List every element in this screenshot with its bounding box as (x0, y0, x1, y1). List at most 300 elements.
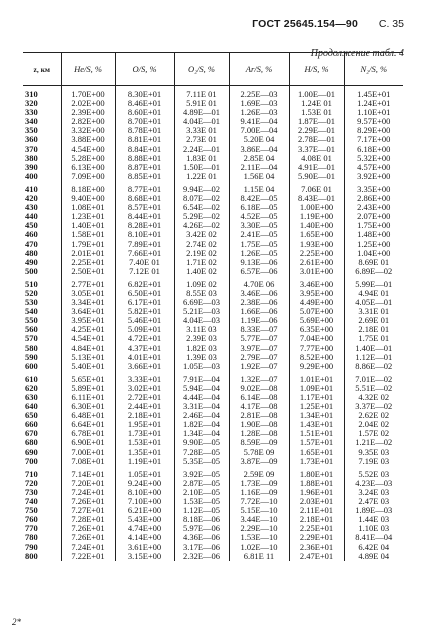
value-cell: 2.18E 01 (344, 325, 403, 334)
value-cell: 5.21E—03 (174, 307, 229, 316)
value-cell: 1.96E+01 (289, 488, 344, 497)
value-cell: 1.15E 04 (229, 185, 289, 194)
value-cell: 5.40E+01 (61, 362, 115, 371)
table-row (23, 280, 403, 289)
value-cell: 2.32E—06 (174, 552, 229, 561)
table-row (23, 470, 403, 479)
table-row (23, 479, 403, 488)
value-cell: 2.04E 02 (344, 420, 403, 429)
value-cell: 1.87E—01 (289, 117, 344, 126)
value-cell: 1.80E+01 (289, 470, 344, 479)
column-header: O₂/S, % (174, 53, 229, 86)
value-cell: 9.24E+00 (115, 479, 174, 488)
altitude-cell: 800 (25, 551, 38, 561)
value-cell: 1.40E+00 (289, 221, 344, 230)
value-cell: 6.82E+01 (115, 280, 174, 289)
value-cell: 8.86E—02 (344, 362, 403, 371)
value-cell: 3.37E—01 (289, 145, 344, 154)
value-cell: 2.59E 09 (229, 470, 289, 479)
value-cell: 3.92E+00 (344, 172, 403, 181)
table-row (23, 172, 403, 181)
table-row (23, 438, 403, 447)
value-cell: 3.97E—07 (229, 344, 289, 353)
value-cell: 7.24E+01 (61, 488, 115, 497)
value-cell: 4.54E+01 (61, 334, 115, 343)
value-cell: 2.01E+01 (61, 249, 115, 258)
table-row (23, 221, 403, 230)
value-cell: 5.28E+00 (61, 154, 115, 163)
altitude-cell: 540 (25, 307, 38, 317)
value-cell: 1.34E+01 (289, 411, 344, 420)
value-cell: 1.34E—04 (174, 429, 229, 438)
table-row (23, 258, 403, 267)
value-cell: 1.26E—03 (229, 108, 289, 117)
altitude-cell: 760 (25, 515, 38, 525)
value-cell: 4.32E 02 (344, 393, 403, 402)
value-cell: 9.57E+00 (344, 117, 403, 126)
altitude-cell: 700 (25, 456, 38, 466)
value-cell: 1.65E+00 (289, 230, 344, 239)
table-body (23, 86, 403, 561)
value-cell: 2.29E—10 (229, 524, 289, 533)
value-cell: 1.95E+01 (115, 420, 174, 429)
value-cell: 2.69E 01 (344, 316, 403, 325)
altitude-cell: 390 (25, 162, 38, 172)
value-cell: 2.07E+00 (344, 212, 403, 221)
altitude-cell: 430 (25, 203, 38, 213)
value-cell: 8.68E+01 (115, 194, 174, 203)
value-cell: 2.62E 02 (344, 411, 403, 420)
value-cell: 2.79E—07 (229, 353, 289, 362)
table-row (23, 194, 403, 203)
value-cell: 8.33E—07 (229, 325, 289, 334)
value-cell: 1.82E 03 (174, 344, 229, 353)
value-cell: 9.02E—08 (229, 384, 289, 393)
value-cell: 2.47E 03 (344, 497, 403, 506)
value-cell: 8.46E+01 (115, 99, 174, 108)
value-cell: 2.29E+01 (289, 533, 344, 542)
table-row (23, 420, 403, 429)
value-cell: 7.26E+01 (61, 533, 115, 542)
value-cell: 7.27E+01 (61, 506, 115, 515)
altitude-cell: 600 (25, 361, 38, 371)
value-cell: 6.11E+01 (61, 393, 115, 402)
column-header: z, км (23, 53, 61, 86)
altitude-cell: 650 (25, 411, 38, 421)
value-cell: 1.19E—06 (229, 316, 289, 325)
table-row (23, 515, 403, 524)
value-cell: 8.88E+01 (115, 154, 174, 163)
value-cell: 7.12E 01 (115, 267, 174, 276)
table-row (23, 448, 403, 457)
value-cell: 1.40E—01 (344, 344, 403, 353)
value-cell: 7.00E+01 (61, 448, 115, 457)
value-cell: 1.75E 01 (344, 334, 403, 343)
value-cell: 2.03E+01 (289, 497, 344, 506)
footer-page-mark: 2* (12, 617, 21, 627)
value-cell: 2.86E+00 (344, 194, 403, 203)
value-cell: 1.73E+01 (289, 457, 344, 466)
value-cell: 5.35E—05 (174, 457, 229, 466)
value-cell: 7.40E 01 (115, 258, 174, 267)
value-cell: 1.19E+00 (289, 212, 344, 221)
value-cell: 8.10E+00 (115, 488, 174, 497)
value-cell: 4.44E—04 (174, 393, 229, 402)
value-cell: 6.50E+01 (115, 289, 174, 298)
value-cell: 9.94E—02 (174, 185, 229, 194)
value-cell: 3.37E—02 (344, 402, 403, 411)
value-cell: 4.57E+00 (344, 163, 403, 172)
column-header: He/S, % (61, 53, 115, 86)
value-cell: 8.81E+01 (115, 135, 174, 144)
value-cell: 3.44E—10 (229, 515, 289, 524)
value-cell: 1.40E 02 (174, 267, 229, 276)
value-cell: 8.84E+01 (115, 145, 174, 154)
value-cell: 9.35E 03 (344, 448, 403, 457)
value-cell: 8.18E—06 (174, 515, 229, 524)
value-cell: 5.32E+00 (344, 154, 403, 163)
value-cell: 3.42E 02 (174, 230, 229, 239)
value-cell: 8.44E+01 (115, 212, 174, 221)
value-cell: 3.11E 03 (174, 325, 229, 334)
value-cell: 2.78E—01 (289, 135, 344, 144)
value-cell: 1.48E+00 (344, 230, 403, 239)
value-cell: 7.66E+01 (115, 249, 174, 258)
value-cell: 4.14E+00 (115, 533, 174, 542)
value-cell: 4.72E+01 (115, 334, 174, 343)
altitude-cell: 580 (25, 343, 38, 353)
value-cell: 3.02E+01 (115, 384, 174, 393)
value-cell: 2.39E 03 (174, 334, 229, 343)
value-cell: 7.89E+01 (115, 240, 174, 249)
value-cell: 2.61E+00 (289, 258, 344, 267)
value-cell: 3.33E 01 (174, 126, 229, 135)
value-cell: 5.13E+01 (61, 353, 115, 362)
value-cell: 6.18E—05 (229, 203, 289, 212)
value-cell: 7.28E+01 (61, 515, 115, 524)
table-row (23, 298, 403, 307)
value-cell: 1.00E+00 (289, 203, 344, 212)
value-cell: 1.82E—04 (174, 420, 229, 429)
value-cell: 4.25E+01 (61, 325, 115, 334)
value-cell: 7.77E+00 (289, 344, 344, 353)
value-cell: 7.24E+01 (61, 543, 115, 552)
value-cell: 2.41E—05 (229, 230, 289, 239)
value-cell: 4.04E—01 (174, 117, 229, 126)
value-cell: 3.46E+00 (289, 280, 344, 289)
value-cell: 8.28E+01 (115, 221, 174, 230)
value-cell: 2.02E+00 (61, 99, 115, 108)
value-cell: 3.01E+00 (289, 267, 344, 276)
value-cell: 2.25E+01 (61, 258, 115, 267)
value-cell: 7.20E+01 (61, 479, 115, 488)
value-cell: 2.25E+01 (289, 524, 344, 533)
table-header-row (23, 53, 403, 86)
table-row (23, 289, 403, 298)
value-cell: 4.05E—01 (344, 298, 403, 307)
value-cell: 7.01E—02 (344, 375, 403, 384)
value-cell: 1.24E 01 (289, 99, 344, 108)
value-cell: 5.89E+01 (61, 384, 115, 393)
altitude-cell: 470 (25, 239, 38, 249)
value-cell: 3.61E+00 (115, 543, 174, 552)
value-cell: 7.11E 01 (174, 90, 229, 99)
table-row (23, 429, 403, 438)
altitude-cell: 770 (25, 524, 38, 534)
value-cell: 5.94E—04 (174, 384, 229, 393)
value-cell: 5.43E+00 (115, 515, 174, 524)
value-cell: 1.40E+01 (61, 221, 115, 230)
value-cell: 2.10E—05 (174, 488, 229, 497)
value-cell: 1.88E+01 (289, 479, 344, 488)
value-cell: 3.95E+01 (61, 316, 115, 325)
value-cell: 4.94E 01 (344, 289, 403, 298)
value-cell: 1.02E—10 (229, 543, 289, 552)
value-cell: 1.09E+01 (289, 384, 344, 393)
value-cell: 3.46E—06 (229, 289, 289, 298)
column-header: H/S, % (289, 53, 344, 86)
value-cell: 1.71E 02 (174, 258, 229, 267)
value-cell: 5.90E—01 (289, 172, 344, 181)
altitude-cell: 400 (25, 171, 38, 181)
value-cell: 6.90E+01 (61, 438, 115, 447)
altitude-cell: 340 (25, 117, 38, 127)
value-cell: 3.17E—06 (174, 543, 229, 552)
value-cell: 7.26E+01 (61, 524, 115, 533)
value-cell: 7.28E—05 (174, 448, 229, 457)
value-cell: 6.57E—06 (229, 267, 289, 276)
table-row (23, 135, 403, 144)
value-cell: 7.17E+00 (344, 135, 403, 144)
table-row (23, 99, 403, 108)
altitude-cell: 790 (25, 542, 38, 552)
column-header: N₂/S, % (344, 53, 403, 86)
value-cell: 1.26E—05 (229, 249, 289, 258)
value-cell: 4.70E 06 (229, 280, 289, 289)
value-cell: 6.30E+01 (61, 402, 115, 411)
value-cell: 4.01E+01 (115, 353, 174, 362)
value-cell: 3.86E—04 (229, 145, 289, 154)
value-cell: 7.04E+00 (289, 334, 344, 343)
altitude-cell: 570 (25, 334, 38, 344)
altitude-cell: 750 (25, 506, 38, 516)
table-row (23, 267, 403, 276)
value-cell: 4.89E—01 (174, 108, 229, 117)
table-row (23, 145, 403, 154)
altitude-cell: 680 (25, 438, 38, 448)
table-row (23, 552, 403, 561)
value-cell: 3.31E 01 (344, 307, 403, 316)
value-cell: 6.48E+01 (61, 411, 115, 420)
value-cell: 2.25E—03 (229, 90, 289, 99)
value-cell: 3.15E+00 (115, 552, 174, 561)
value-cell: 2.18E+01 (115, 411, 174, 420)
value-cell: 5.07E+00 (289, 307, 344, 316)
altitude-cell: 490 (25, 257, 38, 267)
value-cell: 1.57E 02 (344, 429, 403, 438)
value-cell: 1.21E—02 (344, 438, 403, 447)
value-cell: 1.65E+01 (289, 448, 344, 457)
value-cell: 3.34E+01 (61, 298, 115, 307)
table-row (23, 117, 403, 126)
table-row (23, 353, 403, 362)
value-cell: 5.20E 04 (229, 135, 289, 144)
value-cell: 1.70E+00 (61, 90, 115, 99)
value-cell: 5.97E—06 (174, 524, 229, 533)
table-row (23, 316, 403, 325)
value-cell: 1.51E+01 (289, 429, 344, 438)
value-cell: 2.11E+01 (289, 506, 344, 515)
table-row (23, 506, 403, 515)
value-cell: 1.16E—09 (229, 488, 289, 497)
value-cell: 8.77E+01 (115, 185, 174, 194)
altitude-cell: 590 (25, 352, 38, 362)
value-cell: 7.26E+01 (61, 497, 115, 506)
value-cell: 6.14E—08 (229, 393, 289, 402)
altitude-cell: 640 (25, 402, 38, 412)
value-cell: 3.64E+01 (61, 307, 115, 316)
value-cell: 3.35E+00 (344, 185, 403, 194)
value-cell: 4.23E—03 (344, 479, 403, 488)
value-cell: 1.17E+01 (289, 393, 344, 402)
value-cell: 2.50E+01 (61, 267, 115, 276)
value-cell: 9.29E+00 (289, 362, 344, 371)
value-cell: 2.77E+01 (61, 280, 115, 289)
value-cell: 6.18E+00 (344, 145, 403, 154)
value-cell: 8.69E 01 (344, 258, 403, 267)
column-header: O/S, % (115, 53, 174, 86)
value-cell: 1.00E—01 (289, 90, 344, 99)
value-cell: 1.23E+01 (61, 212, 115, 221)
value-cell: 2.74E 02 (174, 240, 229, 249)
value-cell: 2.38E—06 (229, 298, 289, 307)
value-cell: 7.09E+00 (61, 172, 115, 181)
value-cell: 6.64E+01 (61, 420, 115, 429)
value-cell: 1.01E+01 (289, 375, 344, 384)
value-cell: 6.54E—02 (174, 203, 229, 212)
value-cell: 7.00E—04 (229, 126, 289, 135)
value-cell: 5.46E+01 (115, 316, 174, 325)
value-cell: 5.52E 03 (344, 470, 403, 479)
table-continuation-caption: Продолжение табл. 4 (310, 48, 404, 59)
value-cell: 1.93E+00 (289, 240, 344, 249)
table-row (23, 325, 403, 334)
value-cell: 1.45E+01 (344, 90, 403, 99)
value-cell: 2.11E—04 (229, 163, 289, 172)
standard-number: ГОСТ 25645.154—90 (252, 18, 358, 30)
altitude-cell: 320 (25, 99, 38, 109)
table-row (23, 497, 403, 506)
altitude-cell: 500 (25, 266, 38, 276)
table-row (23, 533, 403, 542)
altitude-cell: 720 (25, 478, 38, 488)
value-cell: 2.85E 04 (229, 154, 289, 163)
table-row (23, 457, 403, 466)
table-row (23, 203, 403, 212)
value-cell: 1.79E+01 (61, 240, 115, 249)
altitude-cell: 710 (25, 469, 38, 479)
value-cell: 6.42E 04 (344, 543, 403, 552)
value-cell: 2.43E+00 (344, 203, 403, 212)
value-cell: 2.18E+01 (289, 515, 344, 524)
value-cell: 1.35E+01 (115, 448, 174, 457)
value-cell: 2.72E+01 (115, 393, 174, 402)
altitude-cell: 410 (25, 184, 38, 194)
value-cell: 5.78E 09 (229, 448, 289, 457)
value-cell: 9.90E—05 (174, 438, 229, 447)
value-cell: 4.52E—05 (229, 212, 289, 221)
value-cell: 1.53E—10 (229, 533, 289, 542)
column-header: Ar/S, % (229, 53, 289, 86)
value-cell: 3.24E 03 (344, 488, 403, 497)
table-row (23, 344, 403, 353)
value-cell: 1.90E—08 (229, 420, 289, 429)
value-cell: 3.95E+00 (289, 289, 344, 298)
altitude-cell: 780 (25, 533, 38, 543)
value-cell: 8.29E+00 (344, 126, 403, 135)
value-cell: 5.82E+01 (115, 307, 174, 316)
value-cell: 5.69E+00 (289, 316, 344, 325)
table-row (23, 249, 403, 258)
table-row (23, 524, 403, 533)
value-cell: 1.12E—05 (174, 506, 229, 515)
value-cell: 5.15E—10 (229, 506, 289, 515)
value-cell: 6.81E 11 (229, 552, 289, 561)
value-cell: 1.24E+01 (344, 99, 403, 108)
value-cell: 7.72E—10 (229, 497, 289, 506)
value-cell: 8.43E—01 (289, 194, 344, 203)
altitude-cell: 560 (25, 325, 38, 335)
table-row (23, 411, 403, 420)
value-cell: 1.43E+01 (289, 420, 344, 429)
value-cell: 4.54E+00 (61, 145, 115, 154)
value-cell: 5.29E—02 (174, 212, 229, 221)
value-cell: 3.32E+00 (61, 126, 115, 135)
table-row (23, 402, 403, 411)
value-cell: 6.13E+00 (61, 163, 115, 172)
value-cell: 3.92E—05 (174, 470, 229, 479)
table-row (23, 90, 403, 99)
altitude-cell: 440 (25, 212, 38, 222)
altitude-cell: 740 (25, 497, 38, 507)
value-cell: 6.89E—02 (344, 267, 403, 276)
value-cell: 1.69E—03 (229, 99, 289, 108)
value-cell: 8.85E+01 (115, 172, 174, 181)
value-cell: 1.50E—01 (174, 163, 229, 172)
value-cell: 1.57E+01 (289, 438, 344, 447)
value-cell: 4.91E—01 (289, 163, 344, 172)
value-cell: 2.81E—08 (229, 411, 289, 420)
value-cell: 1.75E+00 (344, 221, 403, 230)
value-cell: 4.89E 04 (344, 552, 403, 561)
value-cell: 8.41E—04 (344, 533, 403, 542)
value-cell: 9.41E—04 (229, 117, 289, 126)
value-cell: 8.70E+01 (115, 117, 174, 126)
value-cell: 6.21E+00 (115, 506, 174, 515)
altitude-cell: 360 (25, 135, 38, 145)
value-cell: 2.24E—01 (174, 145, 229, 154)
value-cell: 1.10E 03 (344, 524, 403, 533)
value-cell: 3.88E+00 (61, 135, 115, 144)
value-cell: 6.17E+01 (115, 298, 174, 307)
value-cell: 1.92E—07 (229, 362, 289, 371)
value-cell: 5.09E+01 (115, 325, 174, 334)
value-cell: 2.44E+01 (115, 402, 174, 411)
value-cell: 8.59E—09 (229, 438, 289, 447)
value-cell: 1.12E—01 (344, 353, 403, 362)
altitude-cell: 520 (25, 288, 38, 298)
value-cell: 6.35E+00 (289, 325, 344, 334)
